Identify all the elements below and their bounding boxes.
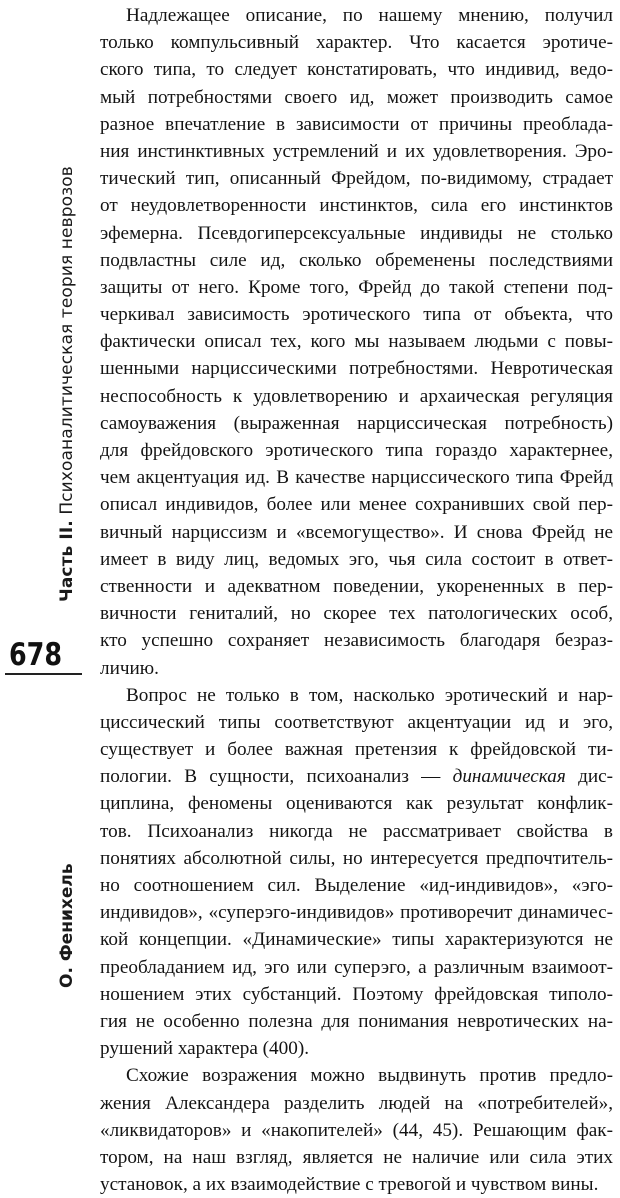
text-line: ношением этих субстанций. Поэтому фрейдовская типоло-: [100, 983, 613, 1005]
text-line: но соотношением сил. Выделение «ид-индивидов», «эго-: [100, 875, 613, 896]
text-line: гия не особенно полезна для понимания невротических на-: [100, 1010, 613, 1032]
page-number-rule: [5, 673, 82, 675]
text-line: черкивал зависимость эротического типа от объекта, что: [100, 304, 613, 326]
text-line: тический тип, описанный Фрейдом, по-видимому, страдает: [100, 168, 613, 190]
text-line: ния инстинктивных устремлений и их удовлетворения. Эро-: [100, 140, 613, 162]
text-line: вичности гениталий, но скорее тех патологических особ,: [100, 603, 613, 625]
text-line: личию.: [100, 657, 159, 679]
text-line: подвластны силе ид, сколько обременены последствиями: [100, 249, 613, 271]
text-line: понятиях абсолютной силы, но интересуется предпочтитель-: [100, 847, 613, 869]
text-line: только компульсивный характер. Что касается эротиче-: [100, 32, 613, 54]
text-line: ственности и адекватном поведении, укорененных в пер-: [100, 575, 613, 597]
body-text: [100, 2, 613, 1198]
text-line: описал индивидов, более или менее сохранивших свой пер-: [100, 494, 613, 516]
page-number: 678: [9, 637, 63, 673]
text-line: тов. Психоанализ никогда не рассматривает свойства в: [100, 820, 613, 842]
text-line: жения Александера разделить людей на «потребителей»,: [100, 1092, 613, 1114]
text-line: мый потребностями своего ид, может производить самое: [100, 86, 613, 108]
text-line: тором, на наш взгляд, является не наличие или сила этих: [100, 1146, 613, 1168]
text-line: самоуважения (выраженная нарциссическая потребность): [100, 412, 613, 434]
text-line: разное впечатление в зависимости от причины преоблада-: [100, 113, 613, 135]
text-line: рушений характера (400).: [100, 1038, 310, 1060]
text-line: Схожие возражения можно выдвинуть против предло-: [126, 1065, 613, 1087]
text-line: «ликвидаторов» и «накопителей» (44, 45). Решающим фак-: [100, 1119, 613, 1141]
text-line: кой концепции. «Динамические» типы характеризуются не: [100, 929, 613, 951]
text-line: имеет в виду лиц, ведомых эго, чья сила состоит в ответ-: [100, 548, 613, 570]
running-head-author: О. Фенихель: [57, 863, 77, 988]
text-line: циссический типы соответствуют акцентуации ид и эго,: [100, 711, 613, 733]
text-line: пологии. В сущности, психоанализ — динамическая дис-: [100, 766, 614, 788]
text-line: ского типа, то следует констатировать, что индивид, ведо-: [100, 59, 613, 81]
text-line: вичный нарциссизм и «всемогущество». И снова Фрейд не: [100, 521, 613, 543]
text-line: Вопрос не только в том, насколько эротический и нар-: [126, 684, 613, 706]
running-head-part: [57, 166, 77, 602]
emphasis: динамическая: [452, 766, 566, 788]
text-line: фактически описал тех, кого мы называем людьми с повы-: [100, 331, 613, 353]
text-line: кто успешно сохраняет независимость благодаря безраз-: [100, 630, 613, 652]
text-line: Надлежащее описание, по нашему мнению, получил: [126, 5, 613, 26]
text-line: индивидов», «суперэго-индивидов» противоречит динамичес-: [100, 902, 613, 924]
text-line: существует и более важная претензия к фрейдовской ти-: [100, 739, 613, 761]
text-line: циплина, феномены оцениваются как результат конфлик-: [100, 793, 613, 815]
text-line: эфемерна. Псевдогиперсексуальные индивиды не столько: [100, 222, 613, 244]
text-line: от неудовлетворенности инстинктов, сила его инстинктов: [100, 195, 613, 217]
part-label: Часть II.: [57, 520, 77, 602]
text-line: для фрейдовского эротического типа гораздо характернее,: [100, 440, 613, 461]
text-line: защиты от него. Кроме того, Фрейд до такой степени под-: [100, 276, 613, 298]
part-title: Психоаналитическая теория неврозов: [57, 166, 77, 515]
text-line: неспособность к удовлетворению и архаическая регуляция: [100, 385, 613, 407]
text-line: установок, а их взаимодействие с тревогой и чувством вины.: [100, 1174, 599, 1196]
text-line: преобладанием ид, эго или суперэго, а различным взаимоот-: [100, 956, 613, 978]
text-line: шенными нарциссическими потребностями. Невротическая: [100, 358, 613, 380]
text-line: чем акцентуация ид. В качестве нарциссического типа Фрейд: [100, 467, 613, 489]
